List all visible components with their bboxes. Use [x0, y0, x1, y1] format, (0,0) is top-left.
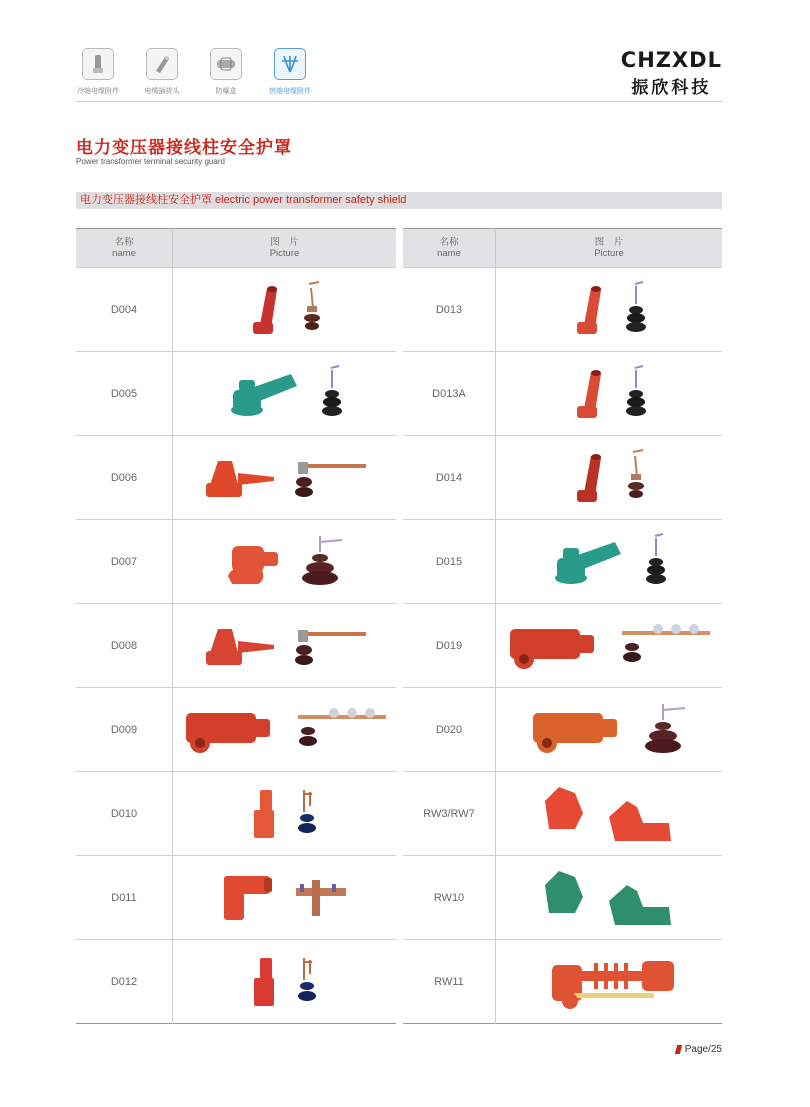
- terminal-image: [298, 532, 348, 592]
- product-picture: [173, 268, 397, 352]
- product-name: D019: [403, 604, 496, 688]
- product-picture: [173, 688, 397, 772]
- table-row: [76, 688, 396, 772]
- cover-image: [180, 705, 280, 755]
- nav-item-label: 防爆盒: [215, 88, 237, 95]
- cover-image: [222, 536, 284, 588]
- product-picture: [496, 520, 723, 604]
- product-picture: [496, 352, 723, 436]
- nav-item-heat-shrink[interactable]: [266, 48, 314, 96]
- cover-image: [504, 621, 604, 671]
- table-row: [403, 688, 722, 772]
- cable-plug-icon: [146, 48, 178, 80]
- terminal-image: [299, 280, 325, 340]
- cover-image: [250, 954, 280, 1010]
- table-row: [76, 604, 396, 688]
- product-name: RW11: [403, 940, 496, 1024]
- terminal-image: [641, 700, 691, 760]
- cover-image: [250, 786, 280, 842]
- column-header-name: 名称 name: [76, 229, 173, 268]
- terminal-image: [319, 364, 345, 424]
- product-name: RW10: [403, 856, 496, 940]
- column-header-name: 名称 name: [403, 229, 496, 268]
- terminal-image: [643, 532, 669, 592]
- cover-image: [569, 448, 609, 508]
- nav-item-label: 电缆插拔头: [144, 88, 180, 95]
- product-name: D006: [76, 436, 173, 520]
- table-row: [403, 268, 722, 352]
- table-row: [403, 520, 722, 604]
- product-name: D013A: [403, 352, 496, 436]
- product-picture: [496, 688, 723, 772]
- section-title: 电力变压器接线柱安全护罩 electric power transformer safety shield: [80, 194, 407, 206]
- product-name: D011: [76, 856, 173, 940]
- cover-image: [534, 947, 684, 1017]
- product-picture: [496, 268, 723, 352]
- logo-text-en: CHZXDL: [620, 48, 722, 72]
- cover-image: [198, 623, 278, 669]
- product-table-left: [76, 228, 396, 1024]
- page-title: 电力变压器接线柱安全护罩: [76, 138, 292, 157]
- terminal-image: [292, 452, 372, 504]
- page-subtitle: Power transformer terminal security guard: [76, 157, 225, 166]
- logo-text-cn: 振欣科技: [631, 78, 712, 97]
- cover-image: [549, 536, 629, 588]
- product-picture: [496, 604, 723, 688]
- table-row: [76, 436, 396, 520]
- cover-image: [539, 783, 679, 845]
- table-row: [403, 772, 722, 856]
- terminal-image: [618, 621, 714, 671]
- terminal-image: [294, 954, 320, 1010]
- table-row: [76, 352, 396, 436]
- product-picture: [496, 772, 723, 856]
- product-picture: [173, 436, 397, 520]
- table-row: [403, 940, 722, 1024]
- explosion-box-icon: [210, 48, 242, 80]
- nav-item-cable-plug[interactable]: [138, 48, 186, 96]
- product-name: D010: [76, 772, 173, 856]
- product-picture: [496, 856, 723, 940]
- table-row: [76, 856, 396, 940]
- table-row: [76, 268, 396, 352]
- cold-shrink-icon: [82, 48, 114, 80]
- table-row: [76, 940, 396, 1024]
- category-nav: [74, 48, 314, 96]
- nav-item-label: 冷缩电缆附件: [77, 88, 119, 95]
- terminal-image: [292, 620, 372, 672]
- page-marker-icon: [675, 1045, 682, 1054]
- product-picture: [173, 856, 397, 940]
- cover-image: [198, 455, 278, 501]
- table-row: [403, 436, 722, 520]
- product-table-right: [403, 228, 722, 1024]
- heat-shrink-icon: [274, 48, 306, 80]
- table-row: [403, 352, 722, 436]
- product-name: RW3/RW7: [403, 772, 496, 856]
- cover-image: [245, 280, 285, 340]
- cover-image: [569, 364, 609, 424]
- product-picture: [173, 352, 397, 436]
- nav-item-cold-shrink[interactable]: [74, 48, 122, 96]
- table-row: [403, 604, 722, 688]
- column-header-picture: 图 片 Picture: [173, 229, 397, 268]
- product-name: D012: [76, 940, 173, 1024]
- nav-item-label: 热缩电缆附件: [269, 88, 311, 95]
- product-picture: [496, 436, 723, 520]
- product-picture: [173, 940, 397, 1024]
- cover-image: [527, 705, 627, 755]
- table-row: [403, 856, 722, 940]
- column-header-picture: 图 片 Picture: [496, 229, 723, 268]
- cover-image: [220, 872, 276, 924]
- cover-image: [539, 867, 679, 929]
- product-name: D007: [76, 520, 173, 604]
- product-name: D020: [403, 688, 496, 772]
- product-picture: [496, 940, 723, 1024]
- terminal-image: [623, 364, 649, 424]
- terminal-image: [294, 786, 320, 842]
- product-name: D013: [403, 268, 496, 352]
- company-logo: [621, 48, 722, 98]
- product-picture: [173, 604, 397, 688]
- page-number: Page/25: [684, 1044, 722, 1055]
- product-name: D014: [403, 436, 496, 520]
- page-footer: [676, 1044, 722, 1055]
- header-divider: [76, 101, 722, 102]
- product-name: D005: [76, 352, 173, 436]
- product-name: D008: [76, 604, 173, 688]
- table-row: [76, 772, 396, 856]
- cover-image: [225, 368, 305, 420]
- nav-item-explosion-box[interactable]: [202, 48, 250, 96]
- terminal-image: [623, 448, 649, 508]
- cover-image: [569, 280, 609, 340]
- product-name: D004: [76, 268, 173, 352]
- product-name: D009: [76, 688, 173, 772]
- terminal-image: [294, 705, 390, 755]
- table-row: [76, 520, 396, 604]
- product-name: D015: [403, 520, 496, 604]
- section-header: [76, 192, 722, 209]
- product-picture: [173, 772, 397, 856]
- product-picture: [173, 520, 397, 604]
- terminal-image: [623, 280, 649, 340]
- terminal-image: [290, 872, 350, 924]
